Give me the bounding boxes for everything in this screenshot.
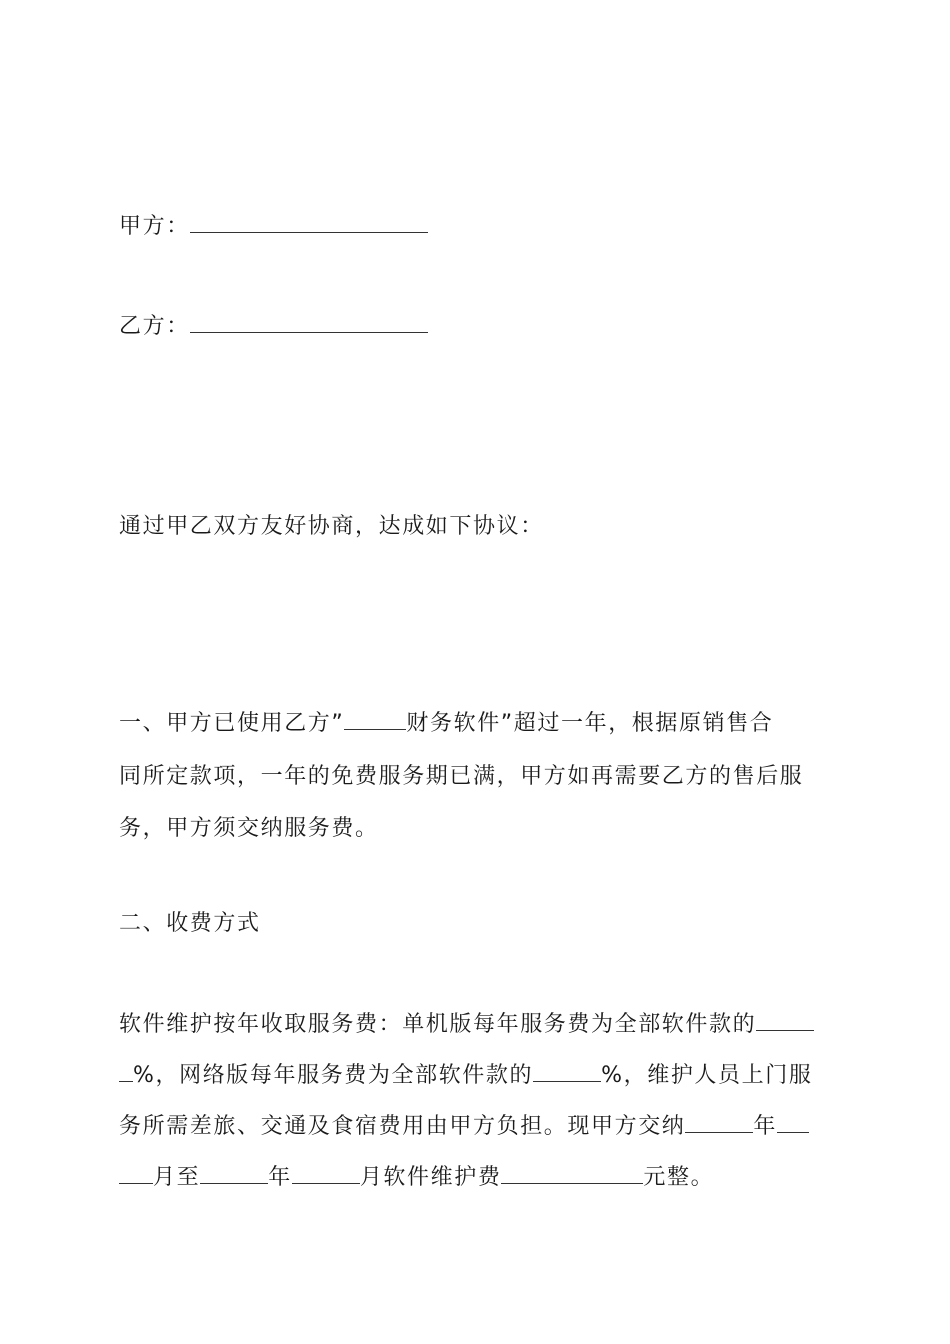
start-month-blank-cont[interactable] [119,1165,153,1184]
clause2-heading: 二、收费方式 [119,911,261,936]
clause1-line1 [119,710,773,738]
standalone-percent-blank[interactable] [756,1012,814,1031]
clause2-line3 [119,1113,809,1141]
clause1-line2: 同所定款项，一年的免费服务期已满，甲方如再需要乙方的售后服 [119,764,804,789]
clause2-line4 [119,1164,714,1192]
start-year-blank[interactable] [685,1114,753,1133]
clause1-line3: 务，甲方须交纳服务费。 [119,816,379,841]
network-percent-blank[interactable] [533,1063,601,1082]
clause2-line1 [119,1011,814,1039]
clause2-line2 [119,1062,812,1090]
party-b-label: 乙方： [119,314,190,339]
software-name-blank[interactable] [344,711,406,730]
clause2-text-4c: 月软件维护费 [359,1165,502,1190]
fee-amount-blank[interactable] [501,1165,643,1184]
party-a-line [119,213,428,241]
standalone-percent-blank-cont[interactable] [119,1063,133,1082]
party-a-blank[interactable] [190,214,428,233]
clause2-text-2a: %，网络版每年服务费为全部软件款的 [133,1063,534,1088]
party-a-label: 甲方： [119,214,190,239]
clause1-text-a: 一、甲方已使用乙方” [119,711,345,736]
clause2-text-3a: 务所需差旅、交通及食宿费用由甲方负担。现甲方交纳 [119,1114,686,1139]
clause2-text-4a: 月至 [153,1165,201,1190]
start-month-blank[interactable] [777,1114,809,1133]
end-year-blank[interactable] [200,1165,268,1184]
party-b-line [119,313,428,341]
intro-text: 通过甲乙双方友好协商，达成如下协议： [119,514,544,539]
party-b-blank[interactable] [190,314,428,333]
end-month-blank[interactable] [292,1165,360,1184]
clause2-text-3b: 年 [753,1114,778,1139]
clause2-text-2b: %，维护人员上门服 [601,1063,813,1088]
clause2-text-4b: 年 [268,1165,292,1190]
clause2-text-1: 软件维护按年收取服务费：单机版每年服务费为全部软件款的 [119,1012,757,1037]
clause2-text-4d: 元整。 [643,1165,715,1190]
clause1-text-b: 财务软件”超过一年，根据原销售合 [406,711,774,736]
